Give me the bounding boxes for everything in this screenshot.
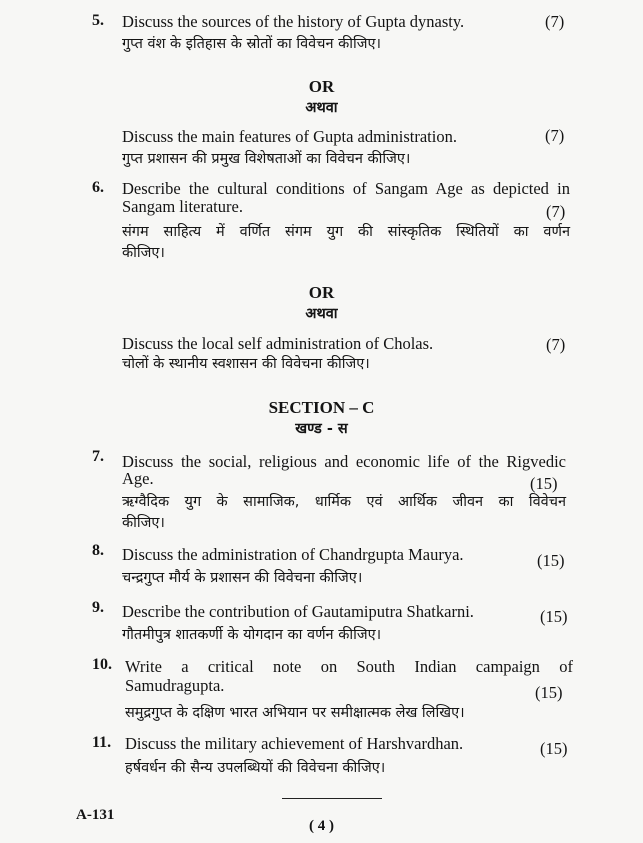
question-text-hindi: हर्षवर्धन की सैन्य उपलब्धियों की विवेचना कीजिए।: [125, 760, 386, 776]
question-text: Discuss the social, religious and economic life of the Rigvedic: [122, 452, 566, 471]
question-text: Describe the cultural conditions of Sangam Age as depicted in: [122, 179, 570, 198]
question-text-hindi: चोलों के स्थानीय स्वशासन की विवेचना कीजिए।: [122, 356, 370, 372]
marks: (7): [546, 202, 566, 221]
or-label: OR: [308, 283, 335, 302]
marks: (15): [540, 739, 568, 758]
section-title-hindi: खण्ड - स: [295, 421, 348, 437]
question-text-hindi: गुप्त वंश के इतिहास के स्रोतों का विवेचन कीजिए।: [122, 36, 382, 52]
marks: (7): [545, 126, 565, 145]
question-text: Discuss the local self administration of Cholas.: [122, 334, 434, 353]
or-label-hindi: अथवा: [305, 100, 338, 116]
question-number: 5.: [92, 12, 104, 29]
question-text: Discuss the main features of Gupta administration.: [122, 127, 457, 146]
question-number: 7.: [92, 448, 104, 465]
question-number: 8.: [92, 542, 104, 559]
page-number: ( 4 ): [309, 818, 334, 834]
marks: (15): [530, 474, 558, 493]
question-text: Samudragupta.: [125, 676, 225, 695]
question-number: 10.: [92, 656, 112, 673]
question-text-hindi: गुप्त प्रशासन की प्रमुख विशेषताओं का विवेचन कीजिए।: [122, 151, 411, 167]
question-number: 6.: [92, 179, 104, 196]
divider: [282, 798, 382, 799]
question-text-hindi: ऋग्वैदिक युग के सामाजिक, धार्मिक एवं आर्थिक जीवन का विवेचन: [122, 494, 566, 510]
question-text: Sangam literature.: [122, 197, 243, 216]
or-label-hindi: अथवा: [305, 306, 338, 322]
marks: (15): [537, 551, 565, 570]
marks: (7): [546, 335, 566, 354]
question-text: Describe the contribution of Gautamiputra Shatkarni.: [122, 602, 474, 621]
question-text: Discuss the sources of the history of Gupta dynasty.: [122, 12, 465, 31]
question-text-hindi: कीजिए।: [122, 245, 165, 261]
question-text-hindi: गौतमीपुत्र शातकर्णी के योगदान का वर्णन कीजिए।: [122, 627, 382, 643]
question-text-hindi: चन्द्रगुप्त मौर्य के प्रशासन की विवेचना कीजिए।: [122, 570, 363, 586]
or-label: OR: [308, 77, 335, 96]
question-text-hindi: कीजिए।: [122, 515, 165, 531]
question-number: 9.: [92, 599, 104, 616]
section-title: SECTION – C: [268, 398, 375, 417]
marks: (15): [540, 607, 568, 626]
question-text: Age.: [122, 469, 154, 488]
question-text: Discuss the military achievement of Harshvardhan.: [125, 734, 464, 753]
marks: (7): [545, 12, 565, 31]
question-text-hindi: समुद्रगुप्त के दक्षिण भारत अभियान पर समीक्षात्मक लेख लिखिए।: [125, 705, 465, 721]
question-text-hindi: संगम साहित्य में वर्णित संगम युग की सांस्कृतिक स्थितियों का वर्णन: [122, 224, 570, 240]
question-number: 11.: [92, 734, 112, 751]
paper-code: A-131: [76, 807, 115, 823]
question-text: Write a critical note on South Indian campaign of: [125, 657, 573, 676]
question-text: Discuss the administration of Chandrgupta Maurya.: [122, 545, 464, 564]
marks: (15): [535, 683, 563, 702]
